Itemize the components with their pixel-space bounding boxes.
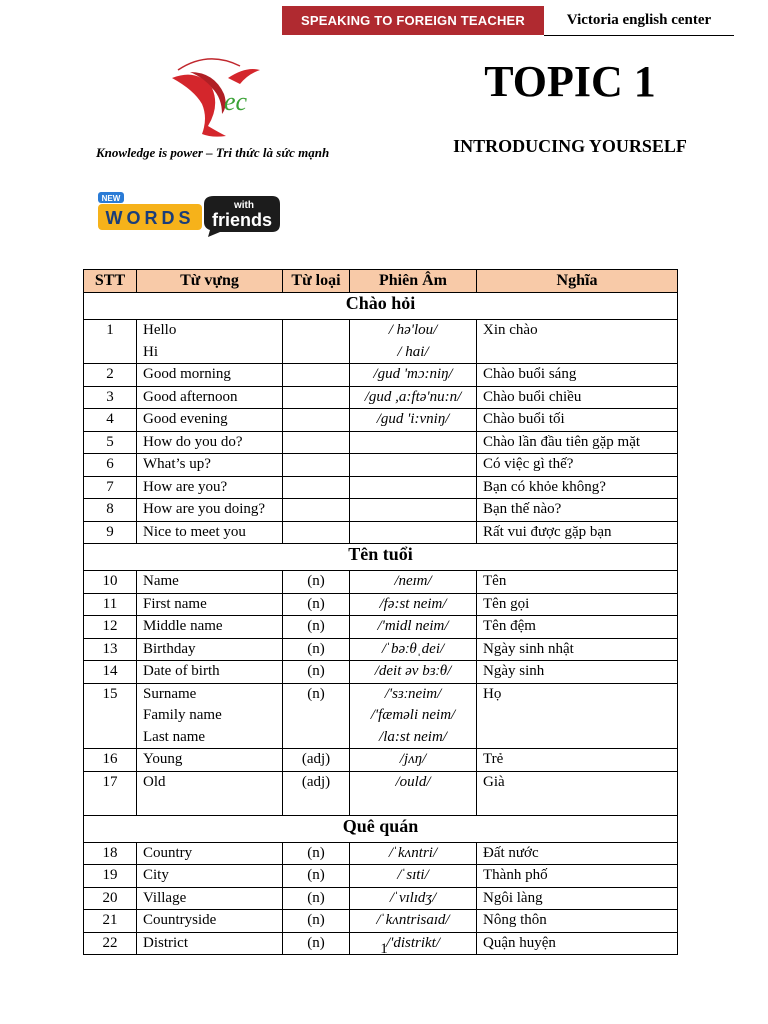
section-title: Tên tuổi xyxy=(84,544,678,571)
part-of-speech: (n) xyxy=(283,887,350,910)
row-number: 1 xyxy=(84,320,137,364)
vocab-word xyxy=(137,521,283,544)
row-number: 3 xyxy=(84,386,137,409)
row-number: 19 xyxy=(84,865,137,888)
meaning: Rất vui được gặp bạn xyxy=(477,521,678,544)
meaning: Tên xyxy=(477,571,678,594)
table-row xyxy=(84,364,678,387)
part-of-speech: (n) xyxy=(283,865,350,888)
part-of-speech: (n) xyxy=(283,910,350,933)
vocab-word-line: How are you? xyxy=(143,478,228,495)
phonetic xyxy=(350,499,477,522)
phonetic-line: /deit əv bɜːθ/ xyxy=(374,663,452,679)
phonetic xyxy=(350,749,477,772)
row-number: 18 xyxy=(84,842,137,865)
table-row xyxy=(84,683,678,749)
part-of-speech: (n) xyxy=(283,638,350,661)
header-band-text: SPEAKING TO FOREIGN TEACHER xyxy=(300,13,525,28)
vocab-word xyxy=(137,571,283,594)
row-number: 5 xyxy=(84,431,137,454)
part-of-speech: (n) xyxy=(283,842,350,865)
table-row xyxy=(84,571,678,594)
part-of-speech xyxy=(283,431,350,454)
meaning: Chào buổi sáng xyxy=(477,364,678,387)
row-number: 10 xyxy=(84,571,137,594)
phonetic-line: /'midl neim/ xyxy=(377,618,449,634)
part-of-speech xyxy=(283,476,350,499)
vocab-word-line: Middle name xyxy=(143,618,223,634)
vocab-word-line: Good evening xyxy=(143,411,228,427)
vocab-word-line: Old xyxy=(143,773,166,790)
part-of-speech: (n) xyxy=(283,683,350,749)
meaning: Xin chào xyxy=(477,320,678,364)
wwf-new-text: NEW xyxy=(101,194,121,203)
meaning: Họ xyxy=(477,683,678,749)
table-row xyxy=(84,593,678,616)
part-of-speech xyxy=(283,320,350,364)
meaning: Chào lần đầu tiên gặp mặt xyxy=(477,431,678,454)
phonetic-line: /ould/ xyxy=(395,773,431,790)
col-header-stt: STT xyxy=(84,270,137,293)
vocab-word-line: Last name xyxy=(143,728,206,745)
row-number: 11 xyxy=(84,593,137,616)
wwf-friends-text: friends xyxy=(211,210,273,230)
part-of-speech xyxy=(283,454,350,477)
phonetic xyxy=(350,476,477,499)
phonetic-line: /'fæməli neim/ xyxy=(370,707,456,723)
logo-ec-text: ec xyxy=(224,87,248,116)
phonetic xyxy=(350,409,477,432)
vocab-word xyxy=(137,683,283,749)
vocab-word xyxy=(137,842,283,865)
meaning: Thành phố xyxy=(477,865,678,888)
vocab-word-line: District xyxy=(143,934,188,951)
row-number: 12 xyxy=(84,616,137,639)
part-of-speech: (n) xyxy=(283,571,350,594)
vocab-word xyxy=(137,454,283,477)
vocab-word-line: Hi xyxy=(143,343,158,360)
table-row xyxy=(84,887,678,910)
table-row xyxy=(84,499,678,522)
section-title: Chào hỏi xyxy=(84,293,678,320)
table-row xyxy=(84,521,678,544)
phonetic xyxy=(350,887,477,910)
vocab-word-line: Hello xyxy=(143,322,177,338)
vocab-word-line: Countryside xyxy=(143,912,217,928)
vocab-word-line: What’s up? xyxy=(143,456,211,472)
vocab-word xyxy=(137,499,283,522)
table-row xyxy=(84,865,678,888)
page-number: 1 xyxy=(380,941,388,957)
vocab-word xyxy=(137,593,283,616)
row-number: 6 xyxy=(84,454,137,477)
meaning: Chào buổi chiều xyxy=(477,386,678,409)
vocab-word-line: Young xyxy=(143,751,183,767)
meaning: Bạn thế nào? xyxy=(477,499,678,522)
meaning: Nông thôn xyxy=(477,910,678,933)
phonetic xyxy=(350,521,477,544)
col-header-phien-am: Phiên Âm xyxy=(350,270,477,293)
table-row xyxy=(84,409,678,432)
phonetic xyxy=(350,364,477,387)
phonetic-line: /ˈvɪlɪdʒ/ xyxy=(389,889,437,906)
section-header-row xyxy=(84,293,678,320)
meaning: Ngày sinh xyxy=(477,661,678,684)
motto: Knowledge is power – Tri thức là sức mạnh xyxy=(96,145,330,160)
meaning: Ngôi làng xyxy=(477,887,678,910)
meaning: Quận huyện xyxy=(477,932,678,955)
vocab-word-line: Birthday xyxy=(143,640,196,657)
vocab-word xyxy=(137,661,283,684)
table-header-row xyxy=(84,270,678,293)
row-number: 21 xyxy=(84,910,137,933)
row-number: 22 xyxy=(84,932,137,955)
vec-bird-logo-icon xyxy=(168,48,266,140)
header-band xyxy=(282,6,544,35)
phonetic xyxy=(350,638,477,661)
vocab-word xyxy=(137,431,283,454)
row-number: 20 xyxy=(84,887,137,910)
phonetic-line: /jʌŋ/ xyxy=(399,751,427,767)
col-header-nghia: Nghĩa xyxy=(477,270,678,293)
table-row xyxy=(84,771,678,815)
vocab-word xyxy=(137,910,283,933)
wwf-words-text: WORDS xyxy=(105,208,195,228)
table-row xyxy=(84,638,678,661)
part-of-speech xyxy=(283,521,350,544)
row-number: 4 xyxy=(84,409,137,432)
phonetic xyxy=(350,571,477,594)
page-subtitle: INTRODUCING YOURSELF xyxy=(453,136,687,156)
vocab-word xyxy=(137,476,283,499)
phonetic xyxy=(350,842,477,865)
row-number: 8 xyxy=(84,499,137,522)
wwf-with-text: with xyxy=(234,200,254,211)
phonetic-line: /ˈkʌntrisaɪd/ xyxy=(376,912,450,928)
phonetic xyxy=(350,771,477,815)
meaning: Tên đệm xyxy=(477,616,678,639)
row-number: 13 xyxy=(84,638,137,661)
table-row xyxy=(84,842,678,865)
vocab-word xyxy=(137,865,283,888)
meaning: Ngày sinh nhật xyxy=(477,638,678,661)
vocab-word xyxy=(137,887,283,910)
page-title: TOPIC 1 xyxy=(484,57,656,106)
header-center-name: Victoria english center xyxy=(544,6,734,36)
vocab-word-line: Good afternoon xyxy=(143,388,238,405)
meaning: Đất nước xyxy=(477,842,678,865)
vocab-word-line: Surname xyxy=(143,685,197,702)
vocab-word xyxy=(137,638,283,661)
section-header-row xyxy=(84,815,678,842)
phonetic xyxy=(350,910,477,933)
table-row xyxy=(84,320,678,364)
table-row xyxy=(84,431,678,454)
vocab-word-line: Good morning xyxy=(143,366,231,382)
phonetic xyxy=(350,386,477,409)
vocab-word xyxy=(137,364,283,387)
phonetic xyxy=(350,454,477,477)
part-of-speech xyxy=(283,364,350,387)
phonetic-line: /gud 'mɔ:niŋ/ xyxy=(373,366,453,382)
meaning: Có việc gì thế? xyxy=(477,454,678,477)
meaning: Chào buổi tối xyxy=(477,409,678,432)
meaning: Già xyxy=(477,771,678,815)
table-row xyxy=(84,386,678,409)
table-row xyxy=(84,749,678,772)
phonetic-line: /la:st neim/ xyxy=(379,728,447,745)
table-row xyxy=(84,454,678,477)
phonetic-line: /gud 'i:vniŋ/ xyxy=(376,411,450,427)
part-of-speech: (n) xyxy=(283,593,350,616)
meaning: Trẻ xyxy=(477,749,678,772)
phonetic-line: / hə'lou/ xyxy=(388,322,438,338)
words-with-friends-logo-icon xyxy=(96,190,282,238)
vocab-word xyxy=(137,749,283,772)
vocab-word-line xyxy=(143,793,276,815)
phonetic-line: /ˈsɪti/ xyxy=(397,867,429,883)
vocab-word-line: Date of birth xyxy=(143,663,220,679)
part-of-speech: (adj) xyxy=(283,749,350,772)
vocab-word-line: First name xyxy=(143,595,207,612)
vocab-word-line: City xyxy=(143,867,169,883)
row-number: 7 xyxy=(84,476,137,499)
phonetic xyxy=(350,865,477,888)
vocabulary-table xyxy=(83,269,678,955)
row-number: 14 xyxy=(84,661,137,684)
section-title: Quê quán xyxy=(84,815,678,842)
vocab-word xyxy=(137,771,283,815)
row-number: 15 xyxy=(84,683,137,749)
vocab-word-line: Country xyxy=(143,844,193,861)
phonetic xyxy=(350,593,477,616)
row-number: 2 xyxy=(84,364,137,387)
row-number: 17 xyxy=(84,771,137,815)
part-of-speech xyxy=(283,386,350,409)
phonetic-line: /ˈbəːθˌdei/ xyxy=(381,640,445,657)
row-number: 9 xyxy=(84,521,137,544)
part-of-speech: (adj) xyxy=(283,771,350,815)
part-of-speech xyxy=(283,499,350,522)
row-number: 16 xyxy=(84,749,137,772)
phonetic-line: /ˈkʌntri/ xyxy=(388,844,438,861)
phonetic-line: /'sɜːneim/ xyxy=(384,685,442,702)
vocab-word-line: Village xyxy=(143,889,187,906)
phonetic xyxy=(350,616,477,639)
table-row xyxy=(84,910,678,933)
phonetic-line: /neɪm/ xyxy=(394,573,432,589)
col-header-tu-loai: Từ loại xyxy=(283,270,350,293)
vocab-word-line: How are you doing? xyxy=(143,501,266,517)
vocab-word-line: Name xyxy=(143,573,179,589)
table-row xyxy=(84,476,678,499)
vocab-word xyxy=(137,409,283,432)
vocab-word-line: How do you do? xyxy=(143,433,243,450)
part-of-speech: (n) xyxy=(283,616,350,639)
meaning: Bạn có khỏe không? xyxy=(477,476,678,499)
phonetic-line: /fə:st neim/ xyxy=(379,595,447,612)
phonetic-line: /gud ,a:ftə'nu:n/ xyxy=(364,388,462,405)
vocab-word xyxy=(137,320,283,364)
phonetic xyxy=(350,683,477,749)
vocab-word-line: Family name xyxy=(143,707,222,723)
col-header-tu-vung: Từ vựng xyxy=(137,270,283,293)
vocab-word xyxy=(137,616,283,639)
meaning: Tên gọi xyxy=(477,593,678,616)
part-of-speech: (n) xyxy=(283,932,350,955)
phonetic xyxy=(350,431,477,454)
phonetic-line: / hai/ xyxy=(397,343,429,360)
table-body xyxy=(84,293,678,955)
part-of-speech: (n) xyxy=(283,661,350,684)
phonetic-line: /'distrikt/ xyxy=(385,934,441,951)
section-header-row xyxy=(84,544,678,571)
phonetic xyxy=(350,661,477,684)
table-row xyxy=(84,661,678,684)
vocab-word xyxy=(137,386,283,409)
part-of-speech xyxy=(283,409,350,432)
vocab-word-line: Nice to meet you xyxy=(143,523,246,540)
table-row xyxy=(84,616,678,639)
phonetic xyxy=(350,320,477,364)
